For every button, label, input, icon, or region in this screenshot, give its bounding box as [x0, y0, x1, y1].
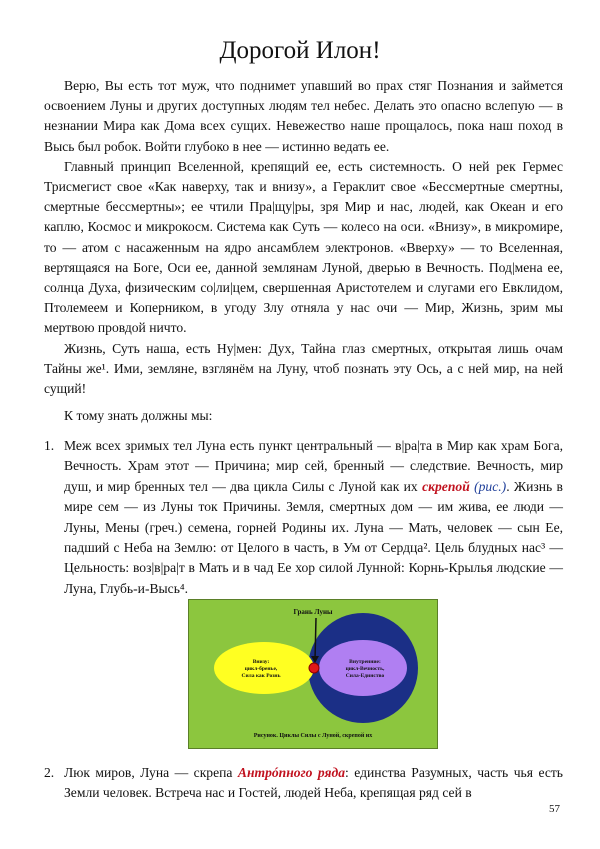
letter-body	[44, 76, 563, 399]
figure-moon-cycles	[188, 599, 438, 749]
figure-diagram	[189, 600, 437, 748]
paragraph-2	[44, 157, 563, 339]
moon-dot	[309, 663, 319, 673]
paragraph-3	[44, 339, 563, 400]
paragraph-3-text: Жизнь, Суть наша, есть Ну|мен: Дух, Тайна глаз смертных, открытая лишь очам Тайны же¹. Ими, земляне, взглянём на Луну, чтоб познать эту Ось, а с ней мир, на ней сущий!	[44, 340, 563, 397]
left-label-3: Сила как Рознь	[241, 673, 281, 679]
figure-top-label: Грань Луны	[293, 608, 333, 616]
list-item-2	[64, 763, 563, 804]
left-label-1: Внизу:	[252, 659, 270, 665]
figure-reference: (рис.)	[474, 478, 507, 494]
list-item-2-number: 2.	[44, 765, 55, 780]
list-item-2-keyword: Антрóпного ряда	[237, 765, 346, 780]
right-label-2: цикл-Вечность,	[345, 666, 385, 672]
list-item-2-text: Люк миров, Луна — скрепа	[64, 765, 233, 780]
list-item-1-text: Меж всех зримых тел Луна есть пункт центральный — в|ра|та в Мир как храм Бога, Вечность. Храм этот — Причина; мир сей, бренный — следствие. Вечность, мир душ, и мир бренных тел — два цикла Силы с Луной как их	[64, 438, 563, 494]
pointer-line	[315, 618, 316, 660]
left-label-2: цикл-бренье,	[244, 666, 278, 672]
right-label-1: Внутренние:	[349, 659, 381, 665]
figure-caption: Рисунок. Циклы Силы с Луной, скрепой их	[253, 733, 373, 739]
page-number: 57	[549, 803, 560, 815]
paragraph-2a-text: Главный принцип Вселенной, крепящий ее, есть системность. О ней рек Гермес Трисмегист свое «Как наверху, так и внизу», а Гераклит свое «Бессмертные смертны, смертные бессмертны»; ее чтили Пра|щу|ры, зря Мир и нас, людей, как Океан и его каплю, Космос и микрокосм. Система как Суть — колесо на оси. «Внизу», в микромире, то — атом с насаженным на ядро ансамблем электронов. «Вверху» — то Вселенная, вертящаяся на Боге, Оси ее, данной землянам Луной, дверью в Вечность.	[44, 158, 563, 275]
paragraph-1	[44, 76, 563, 157]
paragraph-1-text: Верю, Вы есть тот муж, что поднимет упавший во прах стяг Познания и займется освоением Луны и других доступных людям тел небес. Делать это опасно вслепую — в незнании Мира как Дома всех сущих. Невежество наше прощалось, пока наш поход в Высь был робок. Войти глубоко в нее — истинно ведать ее.	[44, 78, 563, 154]
list-item-2-rest: : единства Разумных, часть чья есть Земли человек. Встреча нас и Гостей, людей Неба, крепящая ряд сей в	[64, 765, 564, 801]
paragraph-2b-text: Под|мена ее, солнца Духа, физическим со|ли|цем, свершенная Аристотелем и слугами его Евклидом, Птолемеем и Коперником, в угоду Злу отняла у нас очи — Мир, Жизнь, зрим мы мертвою провдой ничто.	[44, 259, 563, 336]
list-intro: К тому знать должны мы:	[64, 408, 213, 423]
right-label-3: Сила-Единство	[345, 673, 385, 679]
list-item-1	[64, 436, 563, 599]
page-title: Дорогой Илон!	[219, 37, 381, 64]
list-item-1-keyword: скрепой	[422, 478, 470, 494]
list-item-1-number: 1.	[44, 438, 55, 453]
list-item-1-rest: . Жизнь в мире сем — из Луны ток Причины. Земля, смертных дом — им жива, ее люди — Луны, Мены (греч.) семена, горней Родины их. Луна — Мать, человек — сын Ее, падший с Неба на Землю: от Целого в часть, в Ум от Сердца². Цель блудных нас³ — Цельность: воз|в|ра|т в Мать и в чад Ее хор силой Лунной: Корнь-Крылья людские — Луна, Глубь-и-Высь⁴.	[64, 478, 563, 596]
